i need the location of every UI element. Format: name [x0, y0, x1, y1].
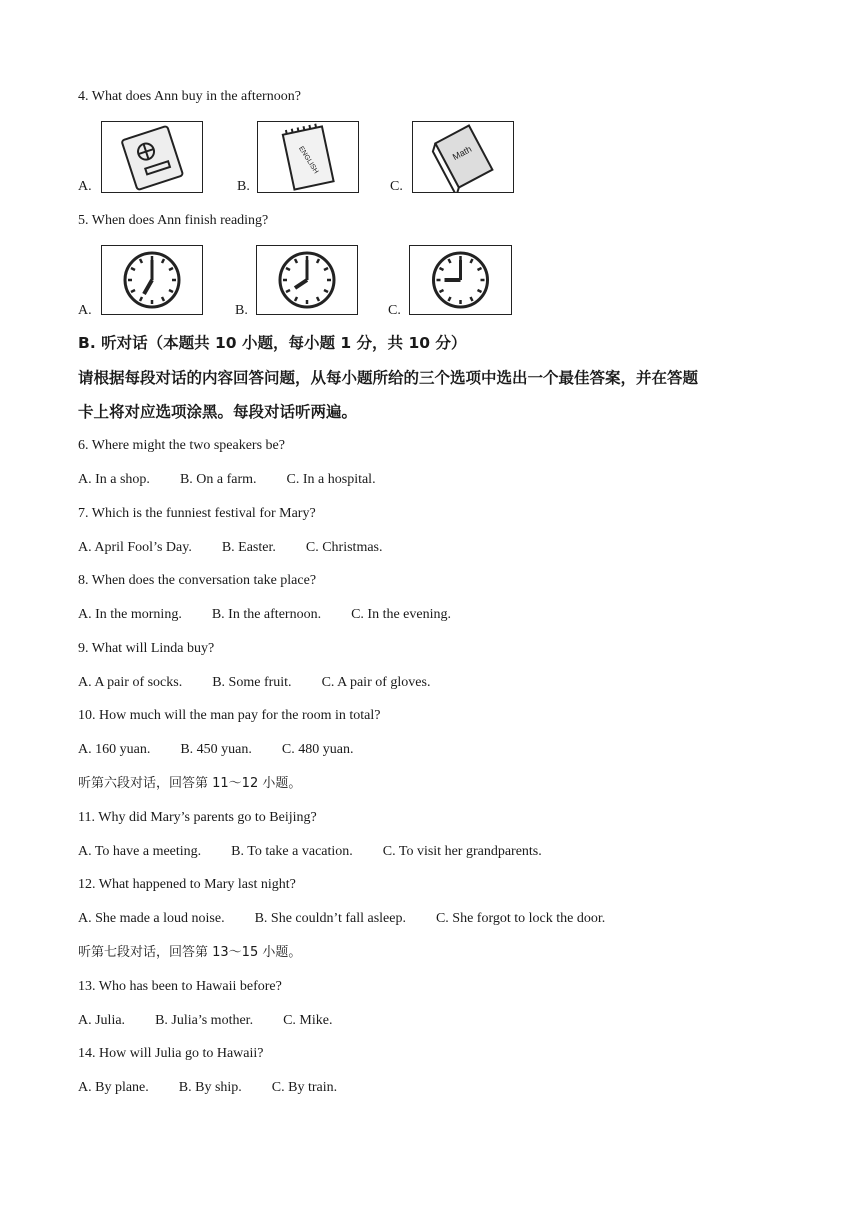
- question-12-options: [78, 910, 635, 928]
- option-a[interactable]: A. She made a loud noise.: [78, 911, 225, 926]
- option-a[interactable]: A. 160 yuan.: [78, 742, 151, 757]
- option-b[interactable]: B. Julia’s mother.: [155, 1013, 254, 1028]
- english-notebook-icon[interactable]: [257, 121, 359, 193]
- clock-seven-icon[interactable]: [101, 245, 203, 315]
- question-8-options: [78, 606, 481, 624]
- option-c[interactable]: C. A pair of gloves.: [321, 675, 431, 690]
- option-a[interactable]: A. To have a meeting.: [78, 844, 202, 859]
- option-a[interactable]: A. April Fool’s Day.: [78, 540, 192, 555]
- question-7-options: [78, 539, 413, 557]
- option-a[interactable]: A. By plane.: [78, 1080, 149, 1095]
- option-a[interactable]: A. In a shop.: [78, 472, 150, 487]
- math-book-icon[interactable]: [412, 121, 514, 193]
- option-c[interactable]: C. She forgot to lock the door.: [435, 911, 606, 926]
- option-c[interactable]: C. Mike.: [283, 1013, 333, 1028]
- question-4: 4. What does Ann buy in the afternoon?: [78, 89, 301, 104]
- option-c[interactable]: C. By train.: [271, 1080, 338, 1095]
- option-b-label: B.: [235, 303, 248, 318]
- option-a-label: A.: [78, 303, 92, 318]
- question-8: 8. When does the conversation take place?: [78, 573, 317, 588]
- option-c[interactable]: C. In a hospital.: [286, 472, 376, 487]
- option-b[interactable]: B. In the afternoon.: [211, 607, 322, 622]
- option-a[interactable]: A. In the morning.: [78, 607, 182, 622]
- section-b-letter: B.: [78, 334, 96, 352]
- option-b[interactable]: B. To take a vacation.: [231, 844, 353, 859]
- option-b[interactable]: B. 450 yuan.: [180, 742, 252, 757]
- dialogue-6-note: 听第六段对话，回答第 11～12 小题。: [78, 776, 302, 791]
- english-book-text: ENGLISH: [297, 145, 320, 176]
- math-book-text: Math: [450, 143, 474, 163]
- question-6: 6. Where might the two speakers be?: [78, 438, 285, 453]
- option-a[interactable]: A. Julia.: [78, 1013, 126, 1028]
- option-b[interactable]: B. Easter.: [221, 540, 276, 555]
- option-c[interactable]: C. 480 yuan.: [281, 742, 354, 757]
- section-b-instruction-2: 卡上将对应选项涂黑。每段对话听两遍。: [78, 403, 358, 421]
- option-c[interactable]: C. In the evening.: [351, 607, 451, 622]
- question-9: 9. What will Linda buy?: [78, 641, 215, 656]
- question-13-options: [78, 1012, 362, 1030]
- option-c[interactable]: C. Christmas.: [305, 540, 383, 555]
- option-b[interactable]: B. Some fruit.: [212, 675, 292, 690]
- question-7: 7. Which is the funniest festival for Mary?: [78, 506, 316, 521]
- question-10-options: [78, 741, 383, 759]
- section-b-instruction-1: 请根据每段对话的内容回答问题，从每小题所给的三个选项中选出一个最佳答案，并在答题: [78, 369, 699, 387]
- clock-eight-icon[interactable]: [256, 245, 358, 315]
- question-14-options: [78, 1079, 367, 1097]
- question-9-options: [78, 674, 460, 692]
- clock-nine-icon[interactable]: [409, 245, 512, 315]
- question-10: 10. How much will the man pay for the room in total?: [78, 708, 381, 723]
- question-14: 14. How will Julia go to Hawaii?: [78, 1046, 264, 1061]
- option-b-label: B.: [237, 179, 250, 194]
- question-13: 13. Who has been to Hawaii before?: [78, 979, 282, 994]
- option-c-label: C.: [390, 179, 403, 194]
- passport-icon[interactable]: [101, 121, 203, 193]
- option-a[interactable]: A. A pair of socks.: [78, 675, 183, 690]
- option-a-label: A.: [78, 179, 92, 194]
- section-b-title: 听对话（本题共 10 小题，每小题 1 分，共 10 分）: [101, 334, 467, 352]
- option-c-label: C.: [388, 303, 401, 318]
- section-b-heading: [78, 334, 466, 352]
- question-6-options: [78, 471, 406, 489]
- option-b[interactable]: B. By ship.: [178, 1080, 242, 1095]
- option-b[interactable]: B. She couldn’t fall asleep.: [254, 911, 406, 926]
- question-5: 5. When does Ann finish reading?: [78, 213, 269, 228]
- question-12: 12. What happened to Mary last night?: [78, 877, 296, 892]
- question-11: 11. Why did Mary’s parents go to Beijing?: [78, 810, 317, 825]
- option-b[interactable]: B. On a farm.: [179, 472, 257, 487]
- question-11-options: [78, 843, 572, 861]
- option-c[interactable]: C. To visit her grandparents.: [382, 844, 542, 859]
- dialogue-7-note: 听第七段对话，回答第 13～15 小题。: [78, 945, 302, 960]
